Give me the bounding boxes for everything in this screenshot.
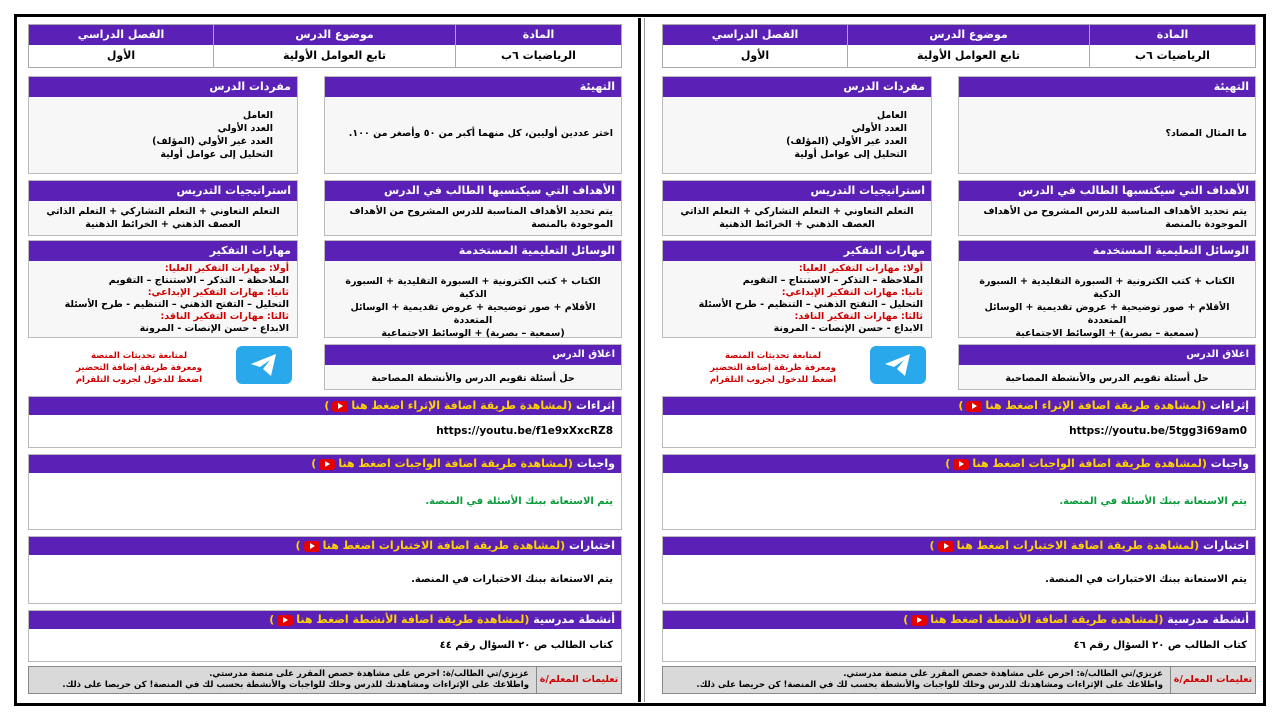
instructions-text [669,669,1163,691]
thinking-box [28,240,298,338]
telegram-button[interactable] [236,346,292,384]
telegram-promo[interactable] [64,350,214,386]
strategies-line: التعلم التعاوني + التعلم التشاركي + التعلم الذاتي [46,206,280,217]
tests-label: اختبارات [1203,539,1249,552]
thinking-line: الملاحظة – التذكر – الاستنتاج – التقويم [108,275,289,286]
enrichment-section [662,396,1256,448]
warmup-title: التهيئة [959,77,1255,97]
vocab-item: العدد الأولي [851,123,907,134]
youtube-icon [911,615,927,626]
tests-help-link[interactable]: (لمشاهدة طريقة اضافة الاختبارات اضغط هنا) [295,539,566,552]
vocab-title: مفردات الدرس [663,77,931,97]
homework-text: يتم الاستعانة ببنك الأسئلة في المنصة. [1059,495,1247,507]
homework-label: واجبات [1210,457,1249,470]
warmup-title: التهيئة [325,77,621,97]
goals-text: يتم تحديد الأهداف المناسبة للدرس المشروح من الأهداف الموجودة بالمنصة [349,206,613,230]
promo-line: لمتابعة تحديثات المنصة [724,351,822,361]
topic-cell [847,25,1089,67]
homework-help-link[interactable]: (لمشاهدة طريقة اضافة الواجبات اضغط هنا) [311,457,573,470]
tests-text: يتم الاستعانة ببنك الاختبارات في المنصة. [1045,573,1247,585]
thinking-heading: ثانيا: مهارات التفكير الإبداعي: [781,287,923,298]
activities-help-link[interactable]: (لمشاهدة طريقة اضافة الأنشطة اضغط هنا) [903,613,1164,626]
page-divider-thin [644,18,645,702]
warmup-box [324,76,622,174]
homework-title [29,455,621,473]
activities-text: كتاب الطالب ص ٢٠ السؤال رقم ٤٤ [439,639,613,651]
closing-text: حل أسئلة تقويم الدرس والأنشطة المصاحبة [371,372,575,384]
activities-section [28,610,622,662]
enrichment-help-link[interactable]: (لمشاهدة طريقة اضافة الإثراء اضغط هنا) [324,399,573,412]
enrichment-label: إثراءات [1210,399,1249,412]
promo-line: اضغط للدخول لجروب التلقرام [709,375,837,385]
page-divider [638,18,641,702]
tests-text: يتم الاستعانة ببنك الاختبارات في المنصة. [411,573,613,585]
thinking-line: التحليل – التفتح الذهني – التنظيم - طرح الأسئلة [698,299,923,310]
instructions-label: تعليمات المعلم/ة [536,667,621,693]
enrichment-url[interactable]: https://youtu.be/5tgg3i69am0 [1069,425,1247,437]
youtube-icon [332,401,348,412]
vocab-item: العدد الأولي [217,123,273,134]
strategies-box [662,180,932,236]
aids-box [324,240,622,338]
vocab-title: مفردات الدرس [29,77,297,97]
promo-line: لمتابعة تحديثات المنصة [90,351,188,361]
enrichment-url[interactable]: https://youtu.be/f1e9xXxcRZ8 [436,425,613,437]
enrichment-help-link[interactable]: (لمشاهدة طريقة اضافة الإثراء اضغط هنا) [958,399,1207,412]
thinking-heading: ثالثا: مهارات التفكير الناقد: [160,311,289,322]
thinking-line: الابداع - حسن الإنصات - المرونة [773,323,923,334]
aids-line: (سمعية – بصرية) + الوسائط الاجتماعية [381,328,565,339]
topic-label: موضوع الدرس [848,25,1089,45]
strategies-line: العصف الذهني + الخرائط الذهنية [85,219,241,230]
vocab-box [662,76,932,174]
goals-box [958,180,1256,236]
vocab-item: العدد غير الأولي (المؤلف) [786,136,907,147]
activities-title [663,611,1255,629]
instructions-label: تعليمات المعلم/ة [1170,667,1255,693]
youtube-icon [953,459,969,470]
enrichment-section [28,396,622,448]
thinking-box [662,240,932,338]
tests-title [663,537,1255,555]
warmup-box [958,76,1256,174]
aids-title: الوسائل التعليمية المستخدمة [325,241,621,261]
goals-box [324,180,622,236]
enrichment-title [663,397,1255,415]
aids-line: (سمعية – بصرية) + الوسائط الاجتماعية [1015,328,1199,339]
goals-text: يتم تحديد الأهداف المناسبة للدرس المشروح من الأهداف الموجودة بالمنصة [983,206,1247,230]
teacher-instructions [662,666,1256,694]
promo-line: ومعرفة طريقة إضافة التحضير [76,363,202,373]
semester-value: الأول [29,45,213,67]
semester-cell [663,25,847,67]
tests-help-link[interactable]: (لمشاهدة طريقة اضافة الاختبارات اضغط هنا) [929,539,1200,552]
thinking-heading: أولا: مهارات التفكير العليا: [798,263,923,274]
activities-help-link[interactable]: (لمشاهدة طريقة اضافة الأنشطة اضغط هنا) [269,613,530,626]
homework-text: يتم الاستعانة ببنك الأسئلة في المنصة. [425,495,613,507]
aids-title: الوسائل التعليمية المستخدمة [959,241,1255,261]
homework-help-link[interactable]: (لمشاهدة طريقة اضافة الواجبات اضغط هنا) [945,457,1207,470]
activities-label: أنشطة مدرسية [1167,613,1249,626]
closing-box [324,344,622,390]
thinking-heading: ثانيا: مهارات التفكير الإبداعي: [147,287,289,298]
strategies-title: استراتيجيات التدريس [663,181,931,201]
strategies-title: استراتيجيات التدريس [29,181,297,201]
subject-cell [455,25,621,67]
thinking-heading: ثالثا: مهارات التفكير الناقد: [794,311,923,322]
tests-title [29,537,621,555]
header-table [28,24,622,68]
thinking-heading: أولا: مهارات التفكير العليا: [164,263,289,274]
instructions-line: عزيزي/تي الطالب/ة: احرص على مشاهدة حصص المقرر على منصة مدرستي. [843,669,1163,679]
header-table [662,24,1256,68]
vocab-item: التحليل إلى عوامل أولية [160,149,273,160]
subject-label: المادة [1090,25,1255,45]
thinking-line: الابداع - حسن الإنصات - المرونة [139,323,289,334]
subject-label: المادة [456,25,621,45]
tests-label: اختبارات [569,539,615,552]
vocab-list [29,97,297,165]
vocab-list [663,97,931,165]
subject-value: الرياضيات ٦ب [456,45,621,67]
promo-line: اضغط للدخول لجروب التلقرام [75,375,203,385]
promo-line: ومعرفة طريقة إضافة التحضير [710,363,836,373]
topic-value: تابع العوامل الأولية [848,45,1089,67]
thinking-line: التحليل – التفتح الذهني – التنظيم - طرح الأسئلة [64,299,289,310]
semester-value: الأول [663,45,847,67]
vocab-box [28,76,298,174]
topic-cell [213,25,455,67]
goals-title: الأهداف التي سيكتسبها الطالب في الدرس [325,181,621,201]
youtube-icon [966,401,982,412]
aids-line: الأقلام + صور توضيحية + عروض تقديمية + الوسائل المتعددة [984,302,1230,326]
activities-text: كتاب الطالب ص ٢٠ السؤال رقم ٤٦ [1073,639,1247,651]
youtube-icon [938,541,954,552]
homework-label: واجبات [576,457,615,470]
closing-box [958,344,1256,390]
vocab-item: العامل [876,110,907,121]
vocab-item: العامل [242,110,273,121]
lesson-plan-left [28,24,622,696]
subject-value: الرياضيات ٦ب [1090,45,1255,67]
aids-box [958,240,1256,338]
enrichment-label: إثراءات [576,399,615,412]
strategies-box [28,180,298,236]
telegram-button[interactable] [870,346,926,384]
topic-value: تابع العوامل الأولية [214,45,455,67]
subject-cell [1089,25,1255,67]
activities-title [29,611,621,629]
thinking-title: مهارات التفكير [663,241,931,261]
semester-cell [29,25,213,67]
semester-label: الفصل الدراسي [663,25,847,45]
aids-line: الكتاب + كتب الكترونية + السبورة التقليدية + السبورة الذكية [979,276,1235,300]
closing-title: اغلاق الدرس [959,345,1255,365]
instructions-line: واطلاعك على الإثراءات ومشاهدتك للدرس وحلك للواجبات والأنشطة بحسب لك في المنصة! كن حريصا على ذلك. [696,680,1163,690]
strategies-line: العصف الذهني + الخرائط الذهنية [719,219,875,230]
lesson-plan-right [662,24,1256,696]
instructions-line: عزيزي/تي الطالب/ة: احرص على مشاهدة حصص المقرر على منصة مدرستي. [209,669,529,679]
strategies-line: التعلم التعاوني + التعلم التشاركي + التعلم الذاتي [680,206,914,217]
aids-line: الأقلام + صور توضيحية + عروض تقديمية + الوسائل المتعددة [350,302,596,326]
youtube-icon [277,615,293,626]
topic-label: موضوع الدرس [214,25,455,45]
vocab-item: العدد غير الأولي (المؤلف) [152,136,273,147]
vocab-item: التحليل إلى عوامل أولية [794,149,907,160]
goals-title: الأهداف التي سيكتسبها الطالب في الدرس [959,181,1255,201]
youtube-icon [304,541,320,552]
telegram-promo[interactable] [698,350,848,386]
youtube-icon [319,459,335,470]
warmup-text: اختر عددين أوليين، كل منهما أكبر من ٥٠ وأصغر من ١٠٠. [348,127,613,139]
closing-title: اغلاق الدرس [325,345,621,365]
telegram-icon [250,353,278,377]
homework-section [28,454,622,530]
homework-title [663,455,1255,473]
thinking-title: مهارات التفكير [29,241,297,261]
telegram-icon [884,353,912,377]
tests-section [662,536,1256,604]
activities-section [662,610,1256,662]
enrichment-title [29,397,621,415]
instructions-line: واطلاعك على الإثراءات ومشاهدتك للدرس وحلك للواجبات والأنشطة بحسب لك في المنصة! كن حريصا على ذلك. [62,680,529,690]
closing-text: حل أسئلة تقويم الدرس والأنشطة المصاحبة [1005,372,1209,384]
tests-section [28,536,622,604]
aids-line: الكتاب + كتب الكترونية + السبورة التقليدية + السبورة الذكية [345,276,601,300]
warmup-text: ما المثال المضاد؟ [1165,127,1247,139]
instructions-text [35,669,529,691]
semester-label: الفصل الدراسي [29,25,213,45]
teacher-instructions [28,666,622,694]
thinking-line: الملاحظة – التذكر – الاستنتاج – التقويم [742,275,923,286]
homework-section [662,454,1256,530]
activities-label: أنشطة مدرسية [533,613,615,626]
